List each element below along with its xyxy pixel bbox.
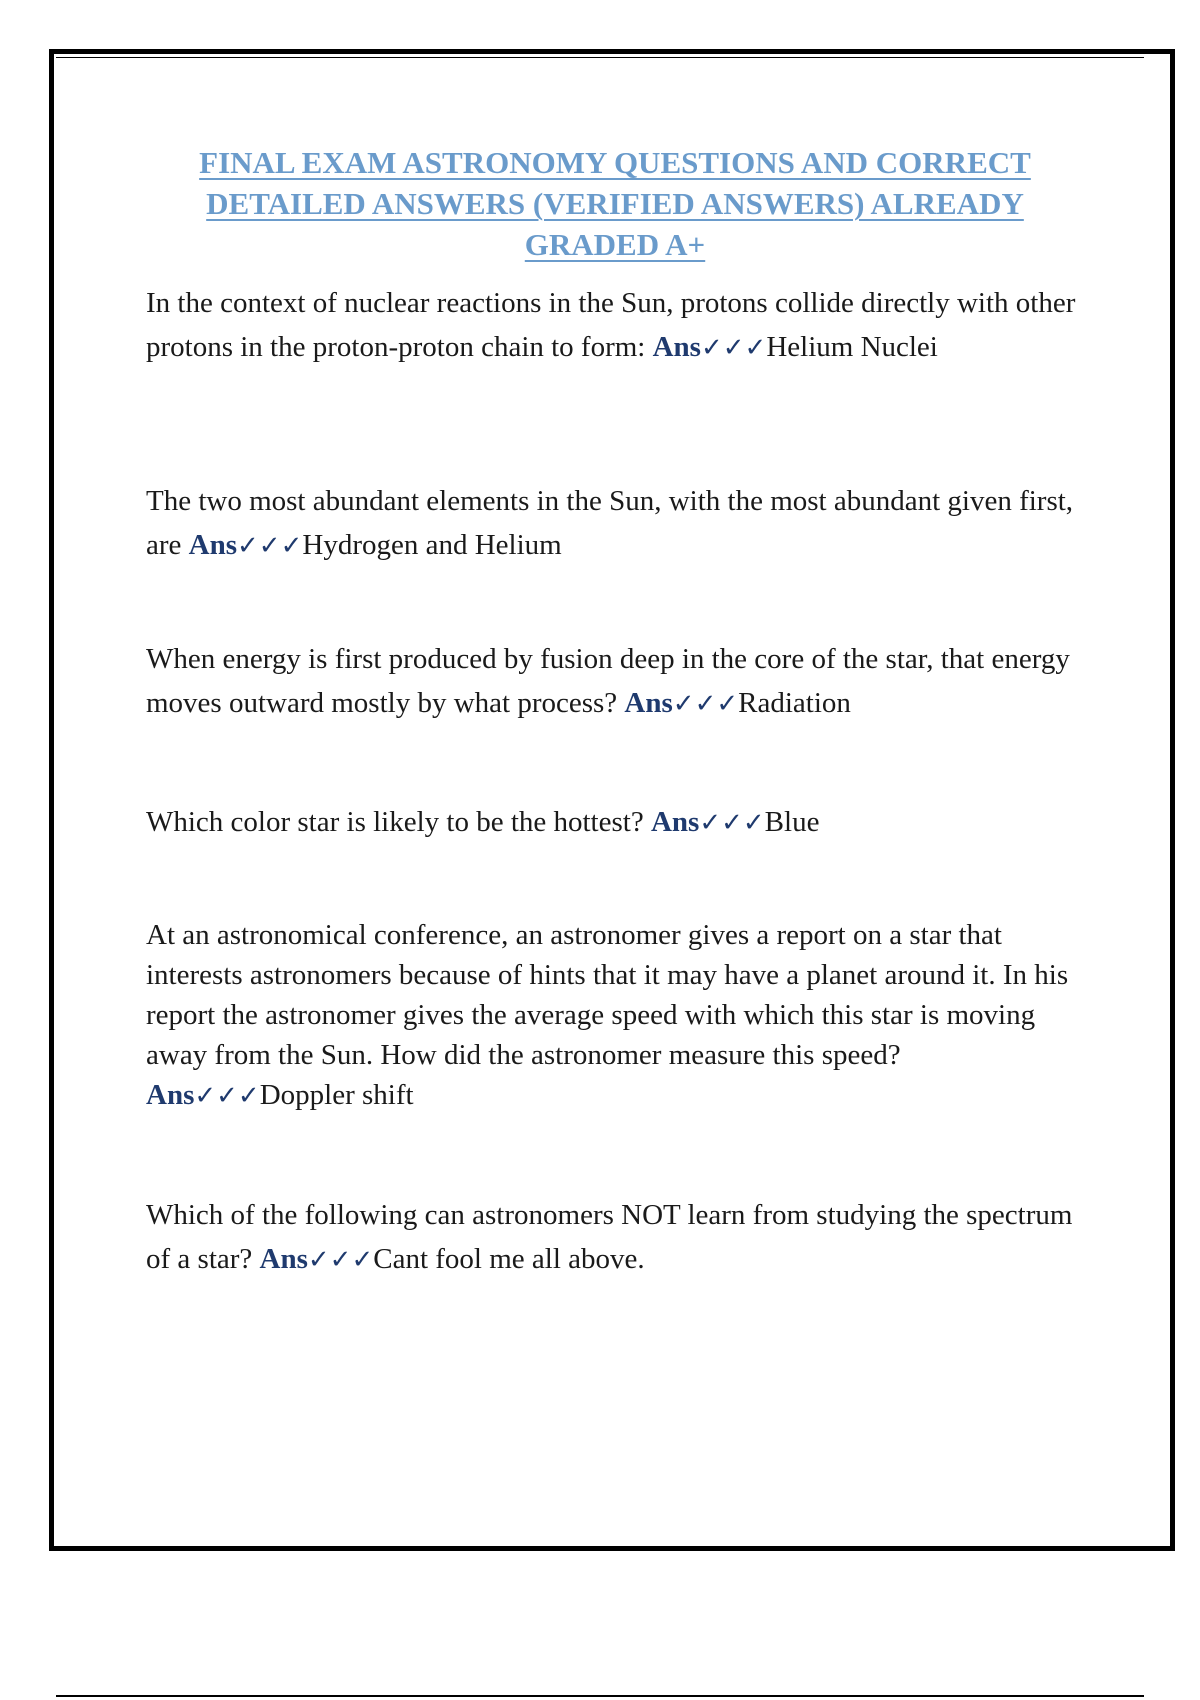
question-text: Which of the following can astronomers NOT learn from studying the spectrum of a star? — [146, 1199, 1073, 1275]
checkmark-icon: ✓✓✓ — [700, 333, 767, 363]
answer-label: Ans — [146, 1079, 195, 1111]
qa-item-6 — [146, 1193, 1096, 1282]
qa-item-4 — [146, 800, 1096, 845]
question-text: At an astronomical conference, an astronomer gives a report on a star that interests astronomers because of hints that it may have a planet around it. In his report the astronomer gives the average speed with which this star is moving away from the Sun. How did the astronomer measure this speed? — [146, 919, 1069, 1071]
question-text: The two most abundant elements in the Sun, with the most abundant given first, are — [146, 485, 1074, 561]
answer-text: Blue — [764, 806, 820, 838]
answer-label: Ans — [624, 687, 673, 719]
answer-label: Ans — [652, 331, 701, 363]
answer-text: Doppler shift — [259, 1079, 414, 1111]
qa-item-1 — [146, 281, 1096, 370]
answer-label: Ans — [650, 806, 700, 838]
qa-item-5 — [146, 915, 1096, 1116]
footer-rule — [56, 1695, 1144, 1697]
checkmark-icon: ✓✓✓ — [237, 531, 303, 561]
answer-label: Ans — [188, 529, 238, 561]
question-text: In the context of nuclear reactions in the Sun, protons collide directly with other protons in the proton-proton chain to form: — [146, 287, 1076, 363]
checkmark-icon: ✓✓✓ — [307, 1245, 374, 1275]
document-title: FINAL EXAM ASTRONOMY QUESTIONS AND CORRECT DETAILED ANSWERS (VERIFIED ANSWERS) ALREADY GRADED A+ — [199, 145, 1031, 262]
checkmark-icon: ✓✓✓ — [699, 808, 765, 838]
answer-label: Ans — [259, 1243, 308, 1275]
question-text: When energy is first produced by fusion deep in the core of the star, that energy moves outward mostly by what process? — [146, 643, 1070, 719]
qa-item-2 — [146, 479, 1096, 568]
checkmark-icon: ✓✓✓ — [194, 1081, 260, 1111]
qa-item-3 — [146, 637, 1096, 726]
checkmark-icon: ✓✓✓ — [672, 689, 739, 719]
answer-text: Hydrogen and Helium — [302, 529, 562, 561]
top-rule — [56, 57, 1144, 58]
answer-text: Radiation — [738, 687, 851, 719]
answer-text: Cant fool me all above. — [373, 1243, 645, 1275]
question-text: Which color star is likely to be the hottest? — [146, 806, 651, 838]
answer-text: Helium Nuclei — [766, 331, 938, 363]
